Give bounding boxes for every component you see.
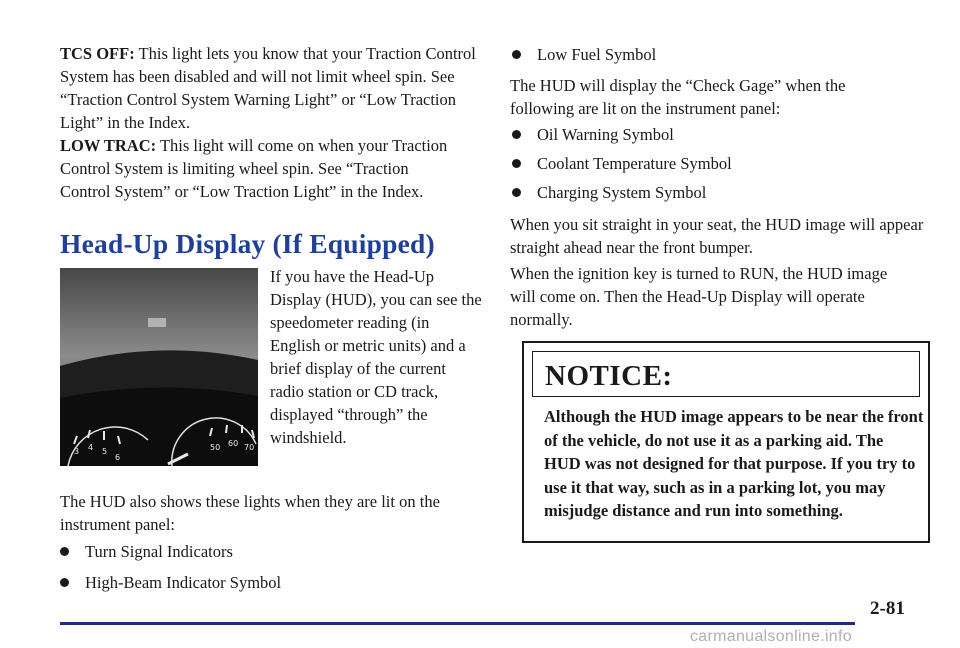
svg-text:4: 4 (88, 443, 94, 452)
list-item (60, 571, 281, 594)
tcs-off-label: TCS OFF: (60, 44, 135, 63)
list-item-label: Low Fuel Symbol (537, 45, 657, 64)
bullet-icon (512, 188, 521, 197)
low-trac-paragraph (60, 134, 460, 203)
list-item-label: Turn Signal Indicators (85, 542, 233, 561)
bullet-icon (512, 159, 521, 168)
bullet-icon (60, 578, 69, 587)
list-item (512, 123, 732, 146)
svg-text:50: 50 (210, 443, 221, 452)
tcs-off-paragraph (60, 42, 480, 134)
list-item (512, 152, 732, 175)
notice-title: NOTICE: (532, 351, 920, 397)
hud-description: If you have the Head-Up Display (HUD), you can see the speedometer reading (in English or metric units) and a brief display of the current radio station or CD track, displayed “through” the windshield. (270, 267, 482, 447)
svg-text:6: 6 (115, 453, 121, 462)
right-bullet-top (512, 43, 656, 66)
lights-intro: The HUD also shows these lights when they are lit on the instrument panel: (60, 492, 440, 534)
seat-paragraph: When you sit straight in your seat, the HUD image will appear straight ahead near the front bumper. (510, 215, 924, 257)
list-item (60, 540, 281, 563)
list-item-label: Coolant Temperature Symbol (537, 154, 732, 173)
bullet-icon (512, 50, 521, 59)
footer-rule (60, 622, 855, 625)
bullet-icon (512, 130, 521, 139)
notice-box (522, 341, 930, 543)
watermark: carmanualsonline.info (690, 628, 852, 645)
hud-photo (60, 268, 258, 466)
bullet-icon (60, 547, 69, 556)
low-trac-text: This light will come on when your Traction Control System is limiting wheel spin. See “Traction Control System” or “Low Traction Light” in the Index. (60, 136, 448, 201)
ignition-paragraph: When the ignition key is turned to RUN, the HUD image will come on. Then the Head-Up Display will operate normally. (510, 264, 888, 329)
page-number: 2-81 (870, 598, 905, 619)
svg-text:70: 70 (244, 443, 255, 452)
left-bullet-list (60, 540, 281, 594)
svg-text:60: 60 (228, 439, 239, 448)
list-item (512, 181, 732, 204)
section-heading: Head-Up Display (If Equipped) (60, 228, 435, 259)
low-trac-label: LOW TRAC: (60, 136, 157, 155)
list-item-label: Charging System Symbol (537, 183, 707, 202)
list-item (512, 43, 656, 66)
notice-text: Although the HUD image appears to be near the front of the vehicle, do not use it as a parking aid. The HUD was not designed for that purpose. If you try to use it that way, such as in a parking lot, you may misjudge distance and run into something. (544, 407, 924, 521)
right-bullet-list (512, 123, 732, 204)
list-item-label: High-Beam Indicator Symbol (85, 573, 282, 592)
list-item-label: Oil Warning Symbol (537, 125, 674, 144)
svg-text:3: 3 (74, 447, 80, 456)
tcs-off-text: This light lets you know that your Traction Control System has been disabled and will not limit wheel spin. See “Traction Control System Warning Light” or “Low Traction Light” in the Index. (60, 44, 476, 132)
check-gage-intro: The HUD will display the “Check Gage” when the following are lit on the instrument panel: (510, 76, 846, 118)
svg-text:5: 5 (102, 447, 108, 456)
hud-photo-graphic (60, 268, 258, 466)
